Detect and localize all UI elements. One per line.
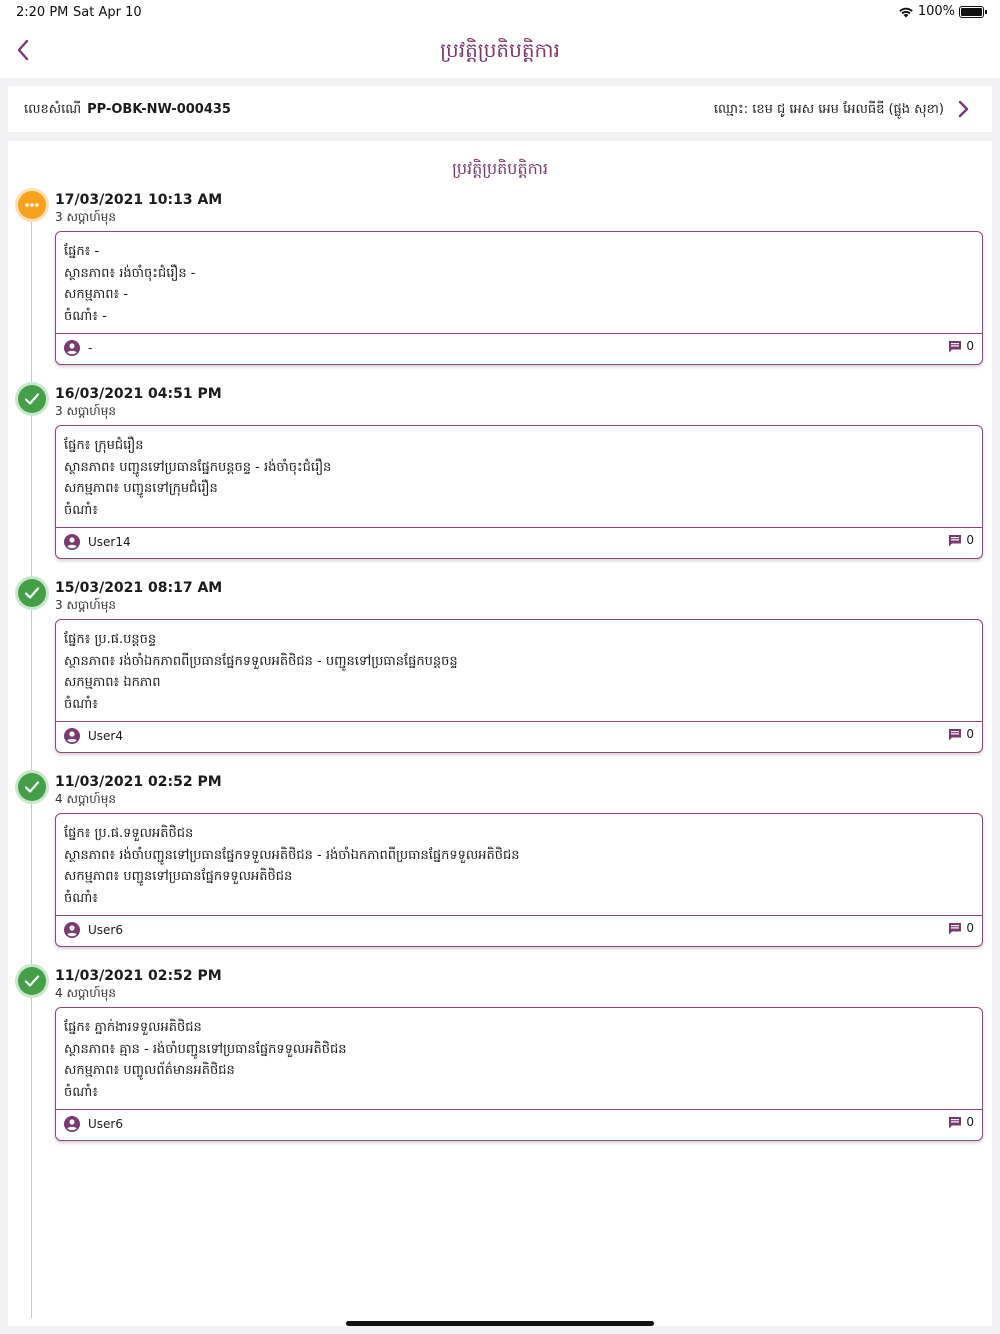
timeline-entry: [8, 579, 992, 767]
nav-bar: [0, 24, 1000, 78]
status-pending-badge: [18, 191, 46, 219]
card-details: [64, 629, 458, 715]
request-number-label: លេខសំណើ: [24, 102, 82, 117]
card-line: ស្ថានភាព៖ រង់ចាំបញ្ជូនទៅប្រធានផ្នែកទទួលអតិថិជន - រង់ចាំឯកភាពពីប្រធានផ្នែកទទួលអតិថិជន: [64, 847, 520, 863]
check-icon: [24, 780, 40, 794]
card-divider: [56, 333, 982, 334]
comment-icon: [948, 922, 962, 935]
card-user: [64, 728, 123, 744]
timeline-entry: [8, 191, 992, 379]
comments-button[interactable]: [948, 1115, 974, 1129]
card-line: ចំណាំ៖: [64, 696, 98, 712]
card-line: ផ្នែក៖ ភ្នាក់ងារទទួលអតិថិជន: [64, 1020, 202, 1035]
request-number-value: PP-OBK-NW-000435: [87, 102, 231, 117]
history-card: [55, 231, 983, 365]
card-details: [64, 1017, 346, 1103]
card-user-name: User6: [88, 1117, 123, 1131]
comments-button[interactable]: [948, 727, 974, 741]
account-circle-icon: [64, 1116, 80, 1132]
card-user-name: -: [88, 341, 93, 355]
chevron-right-icon[interactable]: [956, 99, 970, 119]
status-date: Sat Apr 10: [73, 5, 142, 20]
card-line: ផ្នែក៖ ប្រ.ផ.បន្តចន្ទ: [64, 632, 157, 647]
card-line: ស្ថានភាព៖ គ្មាន - រង់ចាំបញ្ជូនទៅប្រធានផ្នែកទទួលអតិថិជន: [64, 1041, 347, 1057]
history-card: [55, 425, 983, 559]
card-line: សកម្មភាព៖ ឯកភាព: [64, 675, 161, 690]
card-divider: [56, 527, 982, 528]
card-details: [64, 823, 520, 909]
account-circle-icon: [64, 534, 80, 550]
check-icon: [24, 974, 40, 988]
timeline-entry: [8, 967, 992, 1155]
status-bar: [0, 0, 1000, 24]
comment-count: 0: [966, 921, 974, 935]
card-line: ចំណាំ៖: [64, 890, 98, 906]
history-card: [55, 1007, 983, 1141]
comment-count: 0: [966, 339, 974, 353]
card-line: ចំណាំ៖ -: [64, 308, 107, 324]
battery-percent: 100%: [917, 4, 955, 19]
card-user: [64, 1116, 123, 1132]
card-line: ផ្នែក៖ ក្រុមជំរឿន: [64, 438, 144, 453]
more-icon: [24, 202, 40, 208]
timeline-entry: [8, 773, 992, 961]
comment-count: 0: [966, 1115, 974, 1129]
request-info-bar: [8, 86, 992, 132]
card-line: សកម្មភាព៖ បញ្ចូលព័ត៌មានអតិថិជន: [64, 1063, 235, 1078]
card-user-name: User4: [88, 729, 123, 743]
card-line: ផ្នែក៖ ប្រ.ផ.ទទួលអតិថិជន: [64, 826, 194, 841]
card-user-name: User6: [88, 923, 123, 937]
timeline-entry: [8, 385, 992, 573]
comments-button[interactable]: [948, 921, 974, 935]
entry-date: 15/03/2021 08:17 AM: [55, 580, 223, 596]
card-details: [64, 435, 331, 521]
card-user: [64, 534, 131, 550]
section-title: ប្រវត្តិប្រតិបត្តិការ: [452, 159, 548, 178]
card-divider: [56, 915, 982, 916]
card-line: សកម្មភាព៖ បញ្ជូនទៅប្រធានផ្នែកទទួលអតិថិជន: [64, 869, 293, 884]
entry-date: 11/03/2021 02:52 PM: [55, 774, 222, 790]
account-circle-icon: [64, 340, 80, 356]
card-divider: [56, 1109, 982, 1110]
status-time: 2:20 PM: [16, 5, 69, 20]
card-user: [64, 922, 123, 938]
comment-icon: [948, 534, 962, 547]
card-user-name: User14: [88, 535, 131, 549]
status-done-badge: [18, 773, 46, 801]
status-done-badge: [18, 967, 46, 995]
comment-count: 0: [966, 727, 974, 741]
card-line: សកម្មភាព៖ បញ្ជូនទៅក្រុមជំរឿន: [64, 481, 218, 496]
history-card: [55, 619, 983, 753]
comments-button[interactable]: [948, 339, 974, 353]
entry-time-ago: 3 សប្តាហ៍មុន: [55, 404, 116, 418]
account-circle-icon: [64, 922, 80, 938]
entry-time-ago: 4 សប្តាហ៍មុន: [55, 986, 116, 1000]
card-line: សកម្មភាព៖ -: [64, 287, 129, 302]
comments-button[interactable]: [948, 533, 974, 547]
card-details: [64, 241, 195, 327]
card-line: ចំណាំ៖: [64, 502, 98, 518]
page-title: ប្រវត្តិប្រតិបត្តិការ: [440, 38, 560, 62]
card-line: ស្ថានភាព៖ បញ្ជូនទៅប្រធានផ្នែកបន្តចន្ទ - រង់ចាំចុះជំរឿន: [64, 459, 332, 475]
card-line: ស្ថានភាព៖ រង់ចាំចុះជំរឿន -: [64, 265, 196, 281]
card-divider: [56, 721, 982, 722]
entry-date: 17/03/2021 10:13 AM: [55, 192, 223, 208]
comment-icon: [948, 1116, 962, 1129]
home-indicator: [346, 1321, 654, 1326]
entry-date: 11/03/2021 02:52 PM: [55, 968, 222, 984]
entry-time-ago: 3 សប្តាហ៍មុន: [55, 598, 116, 612]
check-icon: [24, 392, 40, 406]
status-done-badge: [18, 579, 46, 607]
card-line: ចំណាំ៖: [64, 1084, 98, 1100]
history-card: [55, 813, 983, 947]
history-panel: [8, 141, 992, 1326]
comment-count: 0: [966, 533, 974, 547]
check-icon: [24, 586, 40, 600]
entry-time-ago: 4 សប្តាហ៍មុន: [55, 792, 116, 806]
wifi-icon: [898, 6, 914, 18]
account-circle-icon: [64, 728, 80, 744]
status-indicators: [898, 4, 984, 19]
entry-date: 16/03/2021 04:51 PM: [55, 386, 222, 402]
card-user: [64, 340, 92, 356]
card-line: ស្ថានភាព៖ រង់ចាំឯកភាពពីប្រធានផ្នែកទទួលអតិថិជន - បញ្ជូនទៅប្រធានផ្នែកបន្តចន្ទ: [64, 653, 458, 669]
battery-icon: [959, 6, 984, 18]
request-number: [24, 101, 231, 120]
customer-name: ឈ្មោះ: ខេម ជូ អេស អេម អែលធីឌី (ផ្លូង សុខា): [713, 102, 944, 117]
comment-icon: [948, 340, 962, 353]
status-done-badge: [18, 385, 46, 413]
card-line: ផ្នែក៖ -: [64, 244, 100, 259]
entry-time-ago: 3 សប្តាហ៍មុន: [55, 210, 116, 224]
comment-icon: [948, 728, 962, 741]
